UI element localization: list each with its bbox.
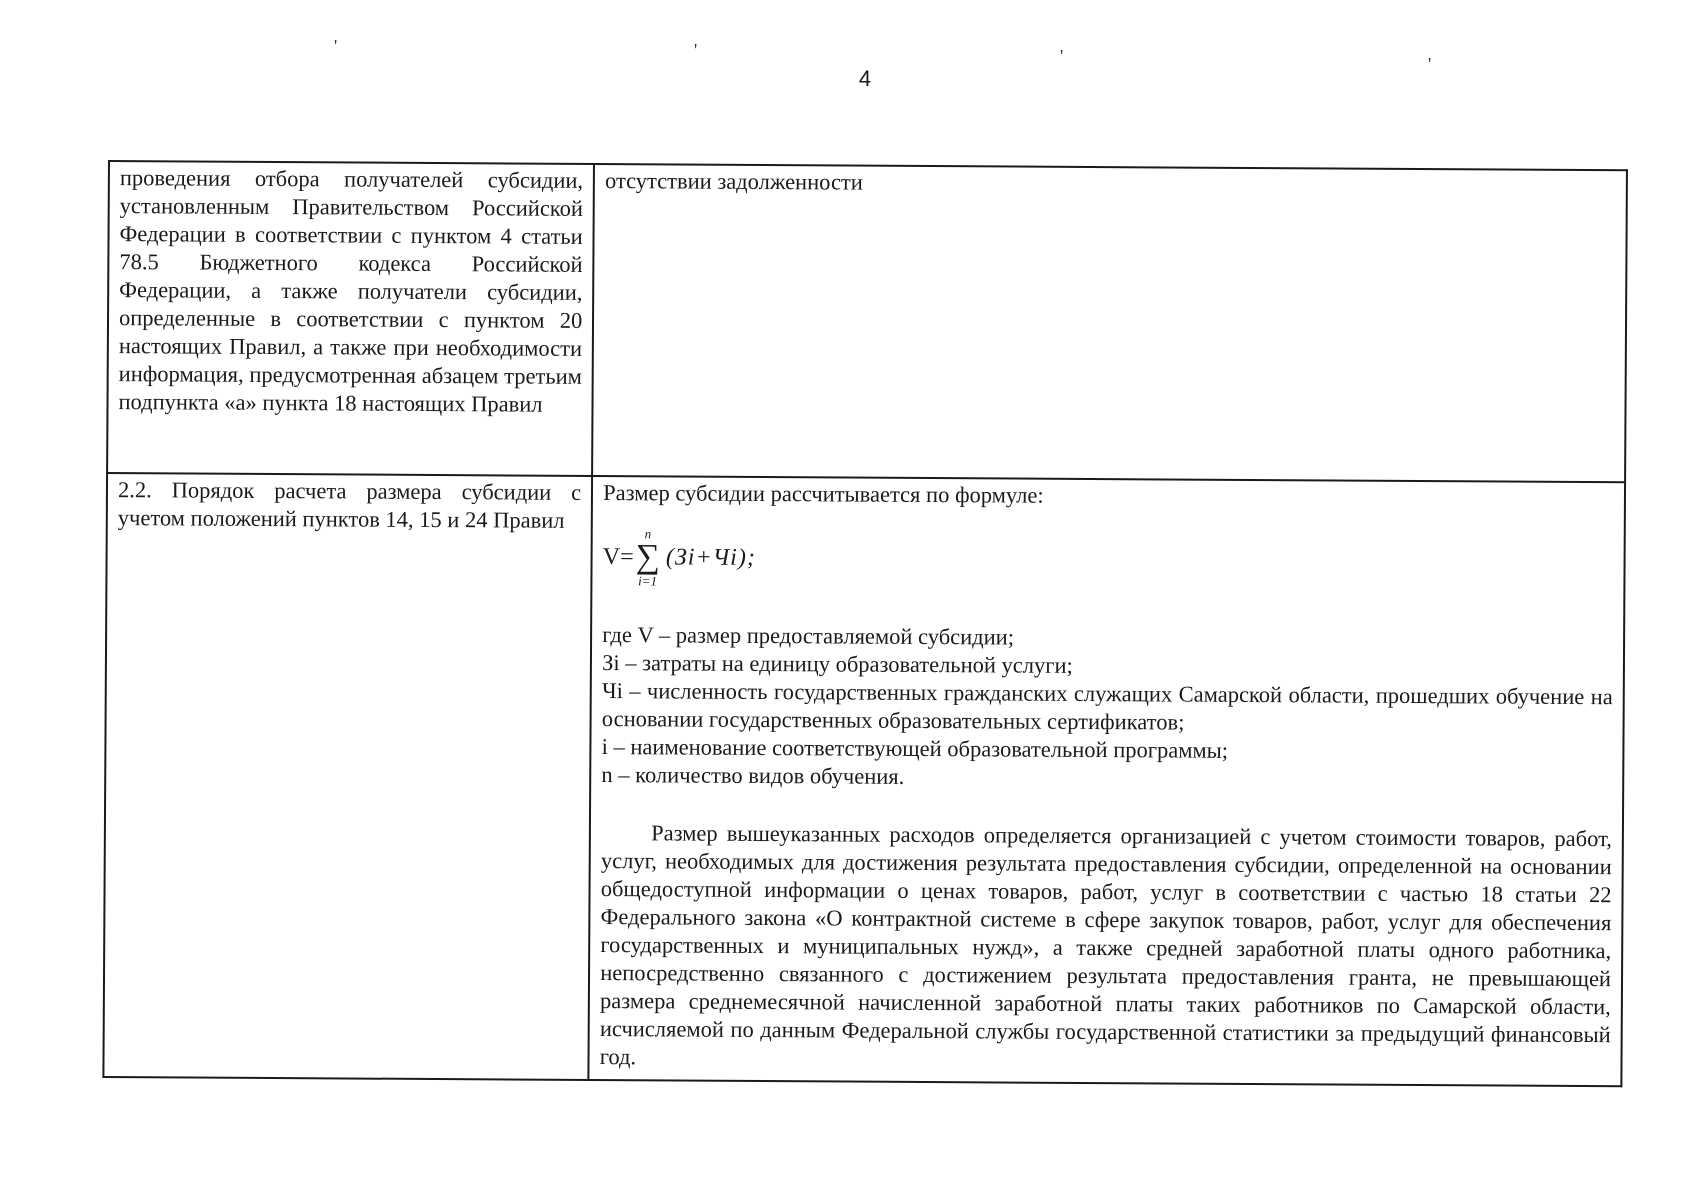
sigma-glyph: ∑ [635, 538, 661, 576]
subsidy-formula [603, 527, 1614, 593]
cell-text: проведения отбора получателей субсидии, установленным Правительством Российской Федерации в соответствии с пунктом 4 статьи 78.5 Бюджетного кодекса Российской Федерации, а также получатели субсидии, определенные в соответствии с пунктом 20 настоящих Правил, а также при необходимости информация, предусмотренная абзацем третьим подпункта «а» пункта 18 настоящих Правил [118, 165, 584, 417]
scan-mark: ' [1428, 54, 1432, 74]
formula-lhs: V= [602, 544, 634, 571]
cell-text: отсутствии задолженности [605, 168, 863, 195]
definition-line: Зi – затраты на единицу образовательной услуги; [602, 650, 1073, 678]
sum-upper-limit: n [644, 526, 652, 542]
regulation-table [102, 160, 1628, 1087]
table-row [107, 161, 1627, 482]
scan-mark: ' [694, 40, 698, 60]
table-cell-right [589, 476, 1625, 1086]
scan-mark: ' [334, 36, 338, 56]
formula-expression: (Зi+Чi); [665, 544, 756, 571]
table-cell-left [103, 473, 592, 1080]
definition-line: i – наименование соответствующей образовательной программы; [601, 734, 1229, 763]
table-cell-left [107, 161, 594, 476]
definition-line: n – количество видов обучения. [601, 762, 905, 789]
page-number: 4 [858, 66, 872, 91]
formula-intro: Размер субсидии рассчитывается по формуле: [603, 480, 1044, 508]
scan-mark: ' [1060, 46, 1064, 66]
section-heading: 2.2. Порядок расчета размера субсидии с учетом положений пунктов 14, 15 и 24 Правил [117, 477, 582, 533]
table-row [103, 473, 1625, 1086]
expense-paragraph: Размер вышеуказанных расходов определяется организацией с учетом стоимости товаров, работ, услуг, необходимых для достижения результата предоставления субсидии, определенной на основании общедоступной информации о ценах товаров, работ, услуг в соответствии с частью 18 статьи 22 Федерального закона «О контрактной системе в сфере закупок товаров, работ, услуг для обеспечения государственных и муниципальных нужд», а также средней заработной платы одного работника, непосредственно связанного с достижением результата предоставления гранта, не превышающей размера среднемесячной начисленной заработной платы таких работников по Самарской области, исчисляемой по данным Федеральной службы государственной статистики за предыдущий финансовый год. [599, 820, 1612, 1070]
summation-symbol [635, 527, 660, 587]
definition-line: Чi – численность государственных гражданских служащих Самарской области, прошедших обучение на основании государственных образовательных сертификатов; [601, 678, 1613, 735]
table-cell-right [592, 164, 1627, 482]
definition-line: где V – размер предоставляемой субсидии; [602, 622, 1015, 650]
sum-lower-limit: i=1 [638, 573, 658, 589]
